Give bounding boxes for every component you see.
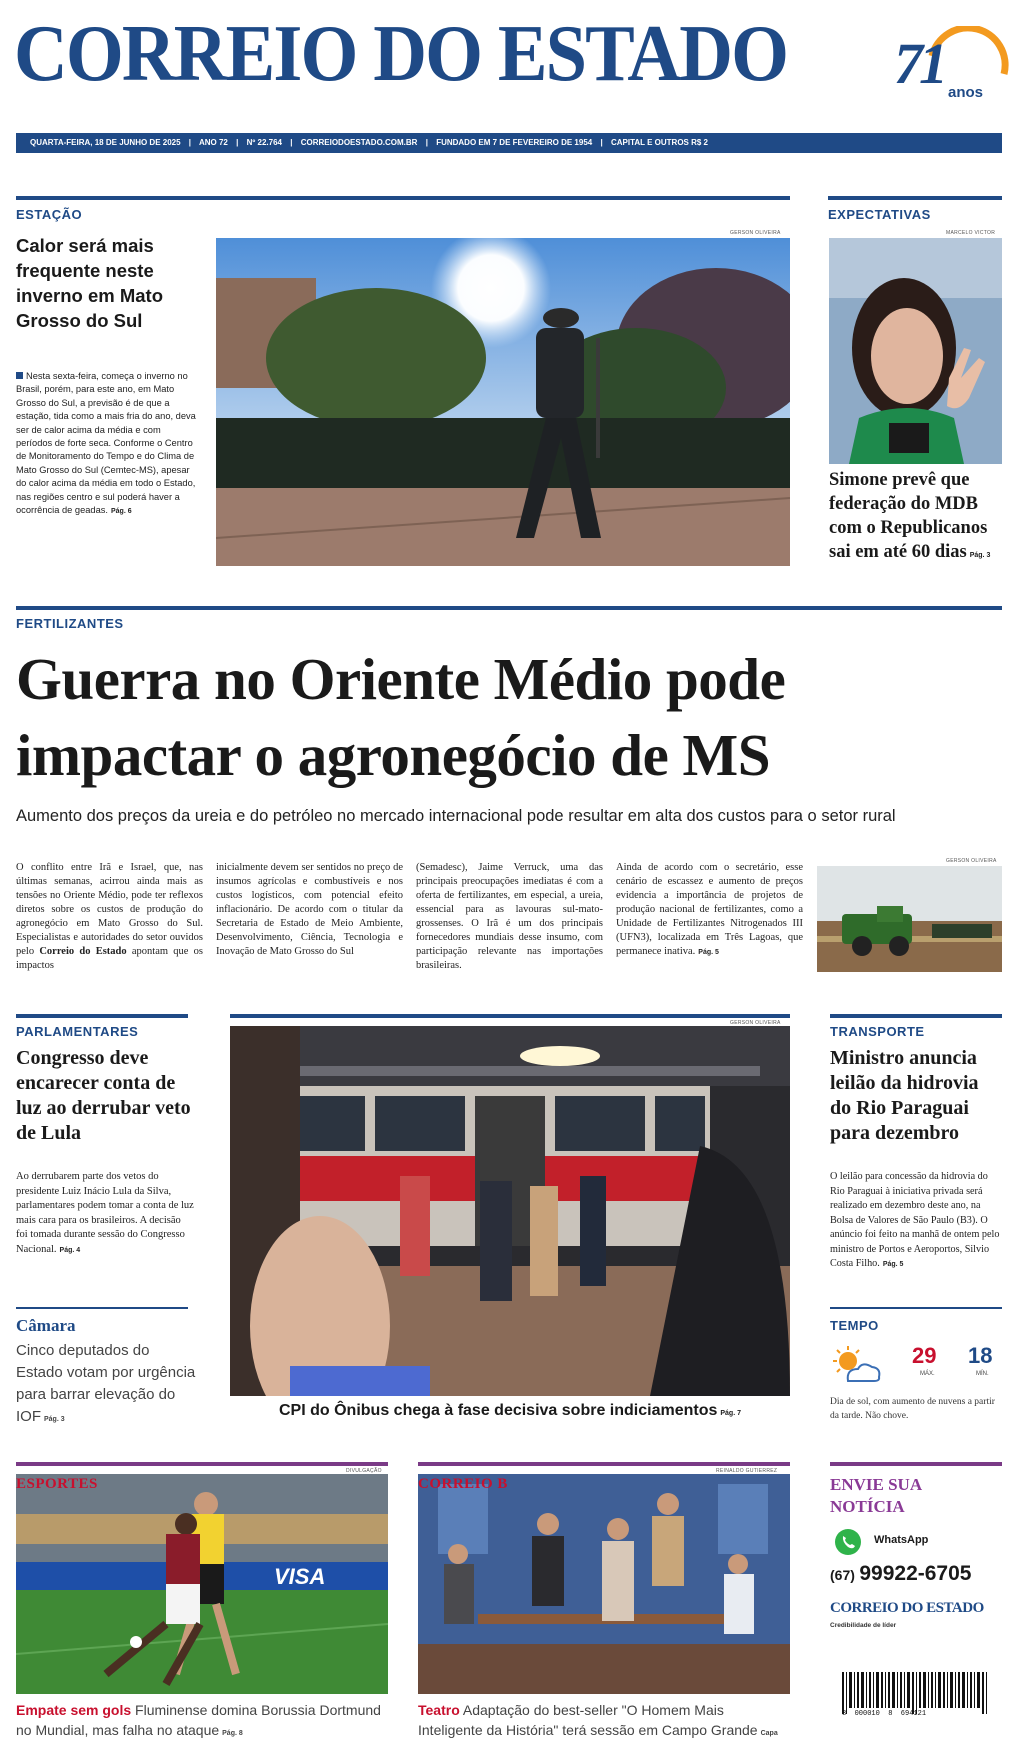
temp-min: 18 [968,1343,993,1368]
onibus-page: Pág. 7 [720,1410,741,1417]
estacao-page: Pág. 6 [111,508,132,516]
phone-prefix: (67) [830,1567,855,1583]
camara-body[interactable] [16,1340,196,1431]
correio-b-photo[interactable] [418,1474,790,1694]
masthead-title: CORREIO DO ESTADO [14,10,788,98]
price: CAPITAL E OUTROS R$ 2 [610,138,709,147]
brand-logo-small: CORREIO DO ESTADO [830,1600,984,1616]
edition-date: QUARTA-FEIRA, 18 DE JUNHO DE 2025 [30,138,181,147]
correio-b-lead: Teatro [418,1702,460,1718]
temp-min-label: MÍN. [976,1371,989,1377]
camara-page: Pág. 3 [44,1416,65,1423]
main-body-newspaper-name: Correio do Estado [39,946,127,957]
main-body-page: Pág. 5 [698,949,719,956]
edition-number: Nº 22.764 [246,138,282,147]
main-body-col1-text-end: apontam que os impactos [16,946,204,971]
barcode-digits: 3 000010 8 694121 [842,1710,927,1718]
envie-title-line2: NOTÍCIA [830,1497,905,1516]
parlamentares-page: Pág. 4 [59,1246,81,1254]
expectativas-photo[interactable] [829,238,1002,464]
esportes-text: Fluminense domina Borussia Dortmund no Mundial, mas falha no ataque [16,1702,381,1738]
anniversary-logo [892,26,1012,114]
tempo-kicker: TEMPO [830,1318,879,1333]
main-body-col1 [16,861,203,973]
masthead-info-bar: QUARTA-FEIRA, 18 DE JUNHO DE 2025 | ANO 72 | Nº 22.764 | CORREIODOESTADO.COM.BR | FUNDADO EM 7 DE FEVEREIRO DE 1954 | CAPITAL E OUTROS R$ 2 [16,133,1002,153]
estacao-photo[interactable] [216,238,790,566]
envie-title-line1: ENVIE SUA [830,1475,923,1494]
section-rule [16,606,1002,610]
bullet-square-icon [16,372,23,379]
section-rule [16,1307,188,1309]
section-rule [830,1462,1002,1466]
esportes-caption[interactable] [16,1700,388,1744]
onibus-photo[interactable] [230,1026,790,1396]
camara-kicker: Câmara [16,1316,76,1335]
transporte-page: Pág. 5 [882,1261,904,1268]
main-body-col4 [616,861,803,960]
transporte-headline[interactable]: Ministro anuncia leilão da hidrovia do Rio Paraguai para dezembro [830,1047,979,1144]
esportes-lead: Empate sem gols [16,1702,132,1718]
onibus-caption-text: CPI do Ônibus chega à fase decisiva sobre indiciamentos [279,1402,718,1419]
correio-b-caption[interactable] [418,1700,790,1744]
correio-b-page: Capa [760,1730,778,1737]
estacao-kicker: ESTAÇÃO [16,207,83,222]
estacao-headline[interactable]: Calor será mais frequente neste inverno em Mato Grosso do Sul [16,235,163,331]
esportes-photo-credit: DIVULGAÇÃO [346,1468,382,1474]
esportes-page: Pág. 8 [222,1730,243,1737]
transporte-body [830,1170,1002,1273]
correio-b-label: CORREIO B [418,1476,508,1492]
section-rule [230,1014,790,1018]
main-headline-line2[interactable]: impactar o agronegócio de MS [16,722,771,788]
website-link[interactable]: CORREIODOESTADO.COM.BR [300,138,418,147]
correio-b-photo-credit: REINALDO GUTIERREZ [716,1468,778,1474]
anniversary-word: anos [948,84,984,101]
main-headline-line1[interactable]: Guerra no Oriente Médio pode [16,646,786,712]
section-rule [418,1462,790,1466]
stadium-banner-text: VISA [274,1564,326,1589]
main-body-col2: inicialmente devem ser sentidos no preço de insumos agrícolas e combustíveis e nos custos logísticos, com potencial efeito inflacionário. De acordo com o titular da Secretaria de Estado de Meio Ambiente, Desenvolvimento, Ciência, Tecnologia e Inovação de Mato Grosso do Sul [216,862,403,957]
main-body-col4-text: Ainda de acordo com o secretário, esse cenário de escassez e aumento de preços evidencia a importância de projetos de produção nacional de fertilizantes, como a Unidade de Fertilizantes Nitrogenados III (UFN3), localizada em Três Lagoas, que permanece inativa. [616,862,803,957]
esportes-label: ESPORTES [16,1476,98,1492]
barcode-icon [842,1672,992,1714]
parlamentares-headline[interactable]: Congresso deve encarecer conta de luz ao derrubar veto de Lula [16,1047,191,1144]
parlamentares-body [16,1170,194,1258]
estacao-body [16,370,198,518]
founded-date: FUNDADO EM 7 DE FEVEREIRO DE 1954 [436,138,593,147]
fertilizantes-photo-credit: GERSON OLIVEIRA [946,858,997,864]
temp-max: 29 [912,1343,937,1368]
estacao-body-text: Nesta sexta-feira, começa o inverno no Brasil, porém, para este ano, em Mato Grosso do Sul, a previsão é de que a estação, tida como a mais fria do ano, deva ser de calor acima da média e com períodos de forte seca. Conforme o Centro de Monitoramento do Tempo e do Clima de Mato Grosso do Sul (Cemtec-MS), apesar do calor acima da média em todo o Estado, nas regiões centro e sul poderá haver a ocorrência de geadas. [16,371,196,516]
camara-body-text: Cinco deputados do Estado votam por urgência para barrar elevação do IOF [16,1342,196,1425]
section-rule [16,1462,388,1466]
whatsapp-icon[interactable] [834,1528,862,1556]
section-rule [16,196,790,200]
brand-tagline: Credibilidade de líder [830,1622,897,1629]
main-body-col1-text: O conflito entre Irã e Israel, que, nas últimas semanas, acirrou ainda mais as tensões no Oriente Médio, pode ter reflexos diretos sobre os custos de produção do agronegócio em Mato Grosso do Sul. Especialistas e autoridades do setor ouvidos pelo [16,862,203,957]
expectativas-headline[interactable] [829,468,1002,568]
correio-b-text: Adaptação do best-seller "O Homem Mais Inteligente da História" terá sessão em Campo Grande [418,1702,758,1738]
edition-year: ANO 72 [198,138,228,147]
main-subhead: Aumento dos preços da ureia e do petróleo no mercado internacional pode resultar em alta dos custos para o setor rural [16,807,896,825]
whatsapp-label: WhatsApp [874,1534,929,1546]
onibus-caption[interactable] [230,1401,790,1424]
section-rule [828,196,1002,200]
estacao-photo-credit: GERSON OLIVEIRA [730,230,781,236]
section-rule [16,1014,188,1018]
sun-cloud-icon [830,1345,880,1387]
whatsapp-phone[interactable] [830,1562,971,1586]
fertilizantes-kicker: FERTILIZANTES [16,616,124,631]
main-body-col3: (Semadesc), Jaime Verruck, uma das principais preocupações imediatas é com a oferta de fertilizantes, em especial, a ureia, essencial para as lavouras sul-mato-grossenses. O Irã é um dos principais fornecedores mundiais desse insumo, com participação relevante nas importações brasileiras. [416,862,603,971]
tempo-description: Dia de sol, com aumento de nuvens a partir da tarde. Não chove. [830,1397,995,1421]
anniversary-number: 71 [894,31,944,96]
fertilizantes-photo[interactable] [817,866,1002,972]
transporte-kicker: TRANSPORTE [830,1024,925,1039]
esportes-photo[interactable] [16,1474,388,1694]
expectativas-kicker: EXPECTATIVAS [828,207,931,222]
section-rule [830,1307,1002,1309]
envie-title [830,1474,922,1518]
temp-max-label: MÁX. [920,1371,935,1377]
phone-number: 99922-6705 [859,1562,972,1585]
parlamentares-body-text: Ao derrubarem parte dos vetos do presidente Luiz Inácio Lula da Silva, parlamentares podem tomar a conta de luz mais cara para os brasileiros. A decisão foi tomada durante sessão do Congresso Nacional. [16,1171,194,1255]
section-rule [830,1014,1002,1018]
transporte-body-text: O leilão para concessão da hidrovia do Rio Paraguai à iniciativa privada será realizado em dezembro deste ano, na Bolsa de Valores de São Paulo (B3). O anúncio foi feito na manhã de ontem pelo ministro de Portos e Aeroportos, Silvio Costa Filho. [830,1171,1000,1269]
expectativas-page: Pág. 3 [969,552,991,559]
parlamentares-kicker: PARLAMENTARES [16,1024,139,1039]
expectativas-headline-text: Simone prevê que federação do MDB com o Republicanos sai em até 60 dias [829,470,988,562]
expectativas-photo-credit: MARCELO VICTOR [946,230,996,236]
onibus-photo-credit: GERSON OLIVEIRA [730,1020,781,1026]
